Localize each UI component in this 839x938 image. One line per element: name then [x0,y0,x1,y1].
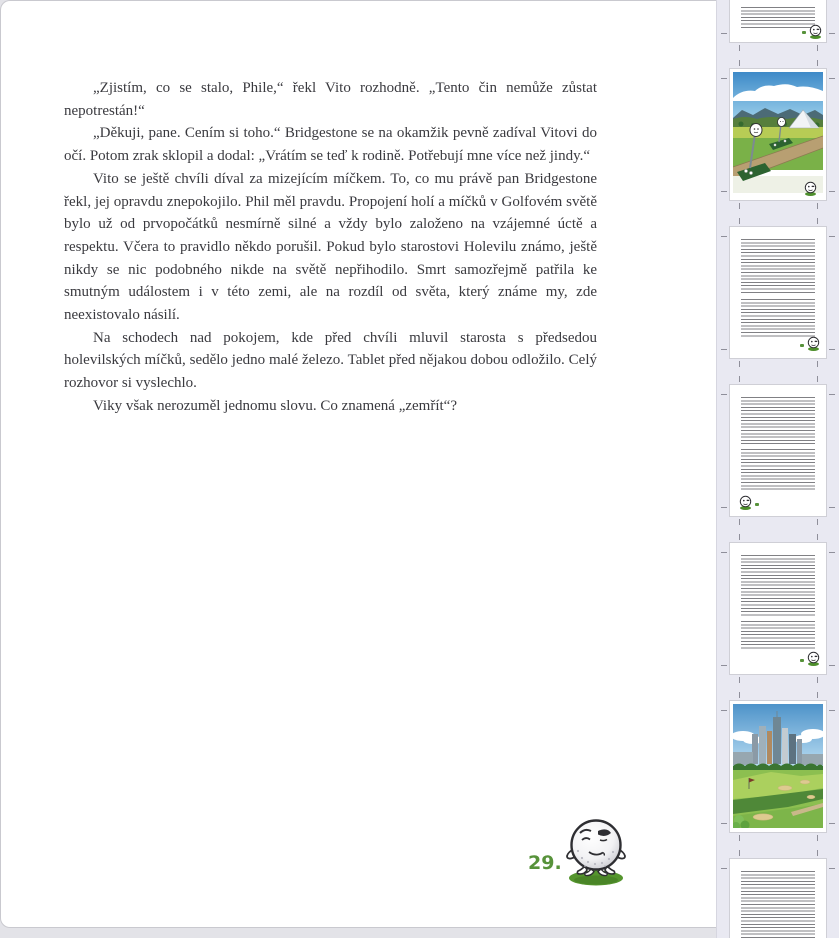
crop-mark [817,60,818,66]
thumbnail-page-text[interactable] [729,384,827,517]
body-text [64,77,597,418]
crop-mark [739,203,740,209]
mini-golf-ball-mascot-icon [807,651,820,666]
crop-mark [817,835,818,841]
crop-mark [829,191,835,192]
crop-mark [829,78,835,79]
crop-mark [721,710,727,711]
thumbnail-text-lines [741,299,815,337]
thumbnail-page-text[interactable] [729,226,827,359]
crop-mark [817,850,818,856]
crop-mark [739,519,740,525]
crop-mark [829,33,835,34]
crop-mark [721,349,727,350]
crop-mark [739,361,740,367]
city-golf-illustration [733,704,823,828]
crop-mark [817,361,818,367]
crop-mark [829,552,835,553]
crop-mark [721,552,727,553]
crop-mark [817,218,818,224]
thumbnail-sidebar [716,0,839,938]
thumbnail-page-number [755,503,759,506]
paragraph: Viky však nerozuměl jednomu slovu. Co znamená „zemřít“? [93,397,457,414]
crop-mark [721,191,727,192]
paragraph: „Děkuji, pane. Cením si toho.“ Bridgestone se na okamžik pevně zadíval Vitovi do očí. Potom zrak sklopil a dodal: „Vrátím se teď k rodině. Potřebují mne více než jindy.“ [64,125,597,165]
crop-mark [739,835,740,841]
crop-mark [721,868,727,869]
thumbnail-page-illustration-city-golf[interactable] [729,700,827,833]
crop-mark [829,349,835,350]
page-number: 29. [528,852,562,874]
driving-range-illustration [733,72,823,193]
thumbnail-text-lines [741,239,815,295]
thumbnail-page-number [802,31,806,34]
crop-mark [739,534,740,540]
crop-mark [829,236,835,237]
crop-mark [739,850,740,856]
mini-golf-ball-mascot-icon [807,336,820,351]
mini-golf-ball-mascot-icon [804,181,817,196]
crop-mark [721,507,727,508]
crop-mark [817,692,818,698]
crop-mark [829,868,835,869]
crop-mark [817,376,818,382]
paragraph: Na schodech nad pokojem, kde před chvíli mluvil starosta s předsedou holevilských míčků, sedělo jedno malé železo. Tablet před nějakou dobou odložilo. Celý rozhovor si vyslechlo. [64,329,597,392]
crop-mark [739,677,740,683]
golf-ball-mascot-icon [561,814,631,888]
crop-mark [739,218,740,224]
crop-mark [721,665,727,666]
crop-mark [817,534,818,540]
thumbnail-text-lines [741,555,815,617]
thumbnail-page-number [800,659,804,662]
thumbnail-page-number [800,344,804,347]
thumbnail-text-lines [741,7,815,29]
thumbnail-text-lines [741,449,815,491]
crop-mark [739,60,740,66]
crop-mark [829,507,835,508]
crop-mark [829,394,835,395]
crop-mark [721,33,727,34]
crop-mark [739,376,740,382]
crop-mark [817,677,818,683]
crop-mark [829,665,835,666]
thumbnail-page-text[interactable] [729,0,827,43]
mini-golf-ball-mascot-icon [739,495,752,510]
thumbnail-text-lines [741,397,815,445]
thumbnail-text-lines [741,871,815,938]
crop-mark [829,823,835,824]
crop-mark [721,823,727,824]
crop-mark [721,394,727,395]
crop-mark [817,519,818,525]
mini-golf-ball-mascot-icon [809,24,822,39]
thumbnail-text-lines [741,621,815,649]
crop-mark [817,203,818,209]
crop-mark [739,45,740,51]
thumbnail-page-text[interactable] [729,542,827,675]
crop-mark [721,78,727,79]
paragraph: Vito se ještě chvíli díval za mizejícím míčkem. To, co mu právě pan Bridgestone řekl, jej opravdu znepokojilo. Phil měl pravdu. Propojení holí a míčků v Golfovém světě bylo už od prvopočátků nesmírně silné a vždy bylo založeno na vzájemné úctě a respektu. Včera to pravidlo někdo porušil. Pokud bylo starostovi Holevilu známo, ještě nikdy se nic podobného nikde na světě nepřihodilo. Smrt samozřejmě patřila ke smutným událostem i v této zemi, ale na rozdíl od světa, který známe my, zde neexistovalo násilí. [64,170,597,324]
thumbnail-page-illustration-driving-range[interactable] [729,68,827,201]
crop-mark [817,45,818,51]
thumbnail-page-text[interactable] [729,858,827,938]
paragraph: „Zjistím, co se stalo, Phile,“ řekl Vito rozhodně. „Tento čin nemůže zůstat nepotrestán!“ [64,80,597,119]
crop-mark [829,710,835,711]
crop-mark [739,692,740,698]
crop-mark [721,236,727,237]
